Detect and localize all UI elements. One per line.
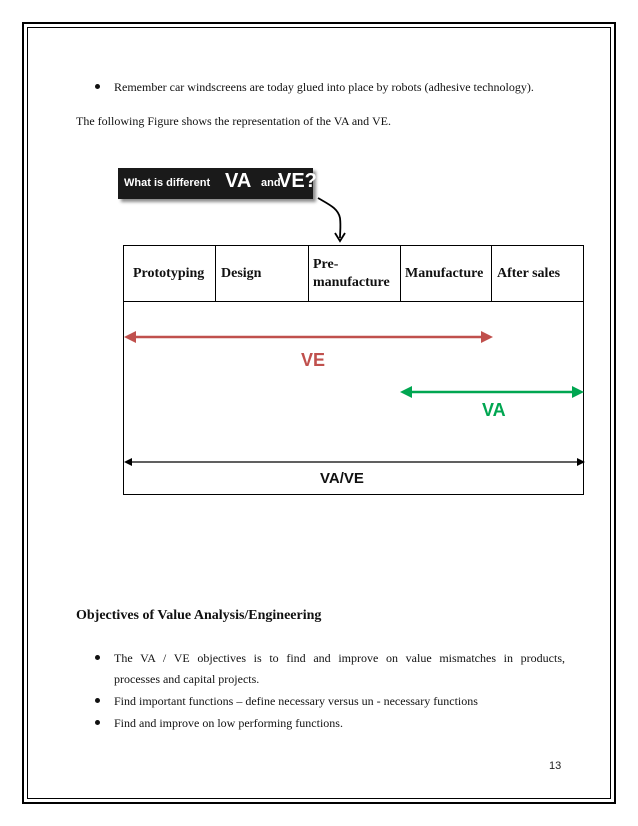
arrows-layer: [124, 246, 585, 496]
page-number: 13: [549, 760, 562, 772]
header-after-sales: After sales: [497, 265, 561, 281]
list-item-text: Find and improve on low performing functions.: [114, 716, 343, 730]
bullet-icon: [95, 84, 100, 89]
va-label: VA: [482, 400, 506, 420]
header-manufacture: Manufacture: [405, 265, 484, 281]
va-ve-diagram: [123, 245, 584, 495]
pointer-arrow: [310, 190, 360, 250]
header-design: Design: [221, 265, 262, 281]
callout-va: VA: [225, 170, 252, 192]
intro-paragraph: The following Figure shows the representation of the VA and VE.: [76, 114, 391, 128]
callout-ve: VE?: [278, 170, 317, 192]
header-prototyping: Prototyping: [133, 265, 205, 281]
va-arrow: [400, 386, 584, 398]
header-pre-manufacture: Pre- manufacture: [313, 256, 390, 290]
bullet-icon: [95, 720, 100, 725]
list-item-text: processes and capital projects.: [114, 672, 260, 686]
list-item-text: The VA / VE objectives is to find and improve on value mismatches in products,: [114, 651, 565, 665]
callout-and: and: [261, 177, 281, 189]
ve-label: VE: [301, 350, 326, 370]
bullet-icon: [95, 698, 100, 703]
ve-arrow: [124, 331, 493, 343]
callout-text: What is different: [124, 177, 211, 189]
vave-arrow: [124, 458, 585, 466]
list-item-text: Remember car windscreens are today glued into place by robots (adhesive technology).: [114, 80, 534, 94]
vave-label: VA/VE: [320, 470, 364, 487]
section-heading: Objectives of Value Analysis/Engineering: [76, 608, 322, 623]
bullet-icon: [95, 655, 100, 660]
callout-box: [118, 168, 317, 199]
list-item-text: Find important functions – define necessary versus un - necessary functions: [114, 694, 478, 708]
